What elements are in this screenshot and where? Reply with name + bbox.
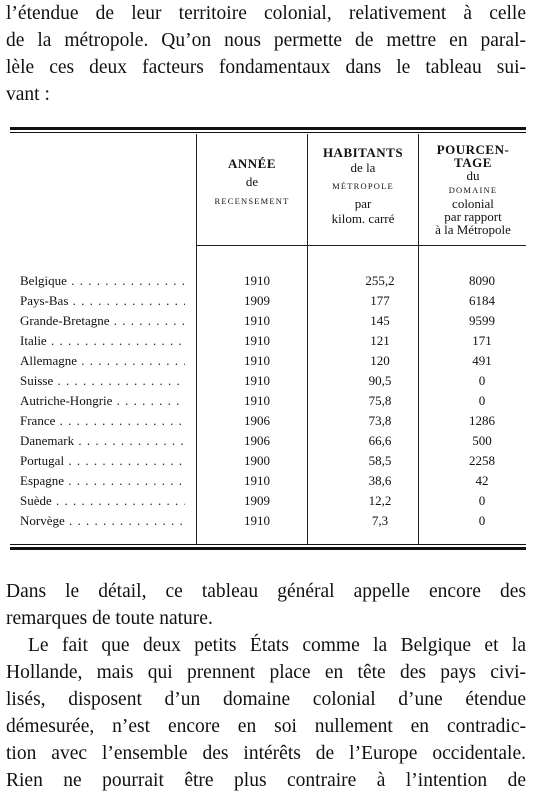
text-line: de la métropole. Qu’on nous permette de mettre en paral-	[6, 30, 526, 51]
header-habitants	[309, 145, 417, 226]
colonial-percentage: 9599	[469, 313, 495, 328]
header-text: HABITANTS	[322, 145, 404, 160]
table-row	[20, 473, 520, 493]
census-year: 1906	[244, 433, 270, 448]
header-text: par	[354, 196, 372, 211]
census-year: 1909	[244, 493, 270, 508]
header-text: du	[466, 168, 480, 183]
header-text: par rapport	[444, 209, 502, 224]
colonial-percentage: 171	[472, 333, 492, 348]
table-row	[20, 313, 520, 333]
text-line: lèle ces deux facteurs fondamentaux dans le tableau sui-	[6, 57, 526, 78]
census-year: 1910	[244, 473, 270, 488]
text-line: tion avec l’ensemble des intérêts de l’Europe occidentale.	[6, 743, 526, 764]
table-row	[20, 513, 520, 533]
table-row	[20, 333, 520, 353]
country-name: Norvège . . .	[20, 513, 185, 529]
country-name: Portugal . . .	[20, 453, 185, 469]
density-value: 255,2	[365, 273, 395, 288]
census-year: 1910	[244, 333, 270, 348]
text-line: remarques de toute nature.	[6, 608, 213, 629]
colonial-percentage: 0	[478, 513, 486, 528]
table-bottom-rule	[10, 547, 526, 550]
density-value: 145	[370, 313, 390, 328]
colonial-percentage: 1286	[469, 413, 495, 428]
census-year: 1900	[244, 453, 270, 468]
density-value: 66,6	[368, 433, 392, 448]
census-year: 1910	[244, 513, 270, 528]
census-year: 1910	[244, 393, 270, 408]
table-row	[20, 453, 520, 473]
header-underline	[196, 245, 526, 246]
density-value: 73,8	[368, 413, 392, 428]
header-text: POURCEN-	[436, 142, 510, 157]
paragraph-belgique-hollande	[6, 632, 526, 794]
text-line: Dans le détail, ce tableau général appelle encore des	[6, 581, 526, 602]
table-row	[20, 373, 520, 393]
country-name: Grande-Bretagne . . .	[20, 313, 185, 329]
header-text: MÉTROPOLE	[332, 181, 394, 191]
header-text: ANNÉE	[227, 156, 276, 171]
density-value: 58,5	[368, 453, 392, 468]
country-name: France . . .	[20, 413, 185, 429]
text-line: vant :	[6, 84, 50, 105]
country-name: Danemark . . .	[20, 433, 185, 449]
header-text: RECENSEMENT	[214, 196, 290, 206]
header-text: de la	[350, 160, 376, 175]
colonial-percentage: 0	[478, 373, 486, 388]
density-value: 7,3	[371, 513, 389, 528]
paragraph-detail	[6, 578, 526, 632]
table-top-rule-inner	[10, 132, 526, 133]
header-text: kilom. carré	[331, 211, 395, 226]
table-row	[20, 413, 520, 433]
country-name: Italie . . .	[20, 333, 185, 349]
country-name: Autriche-Hongrie . . .	[20, 393, 185, 409]
table-top-rule	[10, 127, 526, 130]
colonial-percentage: 0	[478, 393, 486, 408]
table-row	[20, 353, 520, 373]
text-line: démesurée, n’est encore en soi nullement en contradic-	[6, 716, 526, 737]
header-text: DOMAINE	[448, 185, 498, 195]
header-text: à la Métropole	[435, 222, 511, 237]
census-year: 1906	[244, 413, 270, 428]
header-text: TAGE	[454, 155, 492, 170]
table-row	[20, 493, 520, 513]
colonial-percentage: 500	[472, 433, 492, 448]
table-bottom-rule-inner	[10, 544, 526, 545]
density-value: 75,8	[368, 393, 392, 408]
text-line: l’étendue de leur territoire colonial, relativement à celle	[6, 3, 526, 24]
header-annee	[198, 156, 306, 209]
country-name: Suisse . . .	[20, 373, 185, 389]
colonial-percentage: 491	[472, 353, 492, 368]
country-name: Belgique . . .	[20, 273, 185, 289]
density-value: 90,5	[368, 373, 392, 388]
text-line: Le fait que deux petits États comme la Belgique et la	[28, 635, 526, 656]
header-text: colonial	[452, 196, 494, 211]
census-year: 1910	[244, 313, 270, 328]
density-value: 121	[370, 333, 390, 348]
text-line: lisés, disposent d’un domaine colonial d’une étendue	[6, 689, 526, 710]
colonial-percentage: 2258	[469, 453, 495, 468]
country-name: Allemagne . . .	[20, 353, 185, 369]
census-year: 1909	[244, 293, 270, 308]
text-line: Rien ne pourrait être plus contraire à l’intention de	[6, 770, 526, 791]
text-line: Hollande, mais qui prennent place en tête des pays civi-	[6, 662, 526, 683]
table-row	[20, 293, 520, 313]
country-name: Pays-Bas . . .	[20, 293, 185, 309]
header-pourcentage	[420, 143, 526, 236]
colonial-percentage: 6184	[469, 293, 495, 308]
intro-paragraph	[6, 0, 526, 108]
colonial-percentage: 42	[475, 473, 489, 488]
country-name: Espagne . . .	[20, 473, 185, 489]
table-row	[20, 393, 520, 413]
density-value: 38,6	[368, 473, 392, 488]
header-text: de	[245, 174, 259, 189]
density-value: 120	[370, 353, 390, 368]
table-row	[20, 273, 520, 293]
density-value: 12,2	[368, 493, 392, 508]
colonial-percentage: 8090	[469, 273, 495, 288]
census-year: 1910	[244, 273, 270, 288]
colonial-percentage: 0	[478, 493, 486, 508]
census-year: 1910	[244, 373, 270, 388]
density-value: 177	[370, 293, 390, 308]
census-year: 1910	[244, 353, 270, 368]
table-row	[20, 433, 520, 453]
country-name: Suède . . .	[20, 493, 185, 509]
